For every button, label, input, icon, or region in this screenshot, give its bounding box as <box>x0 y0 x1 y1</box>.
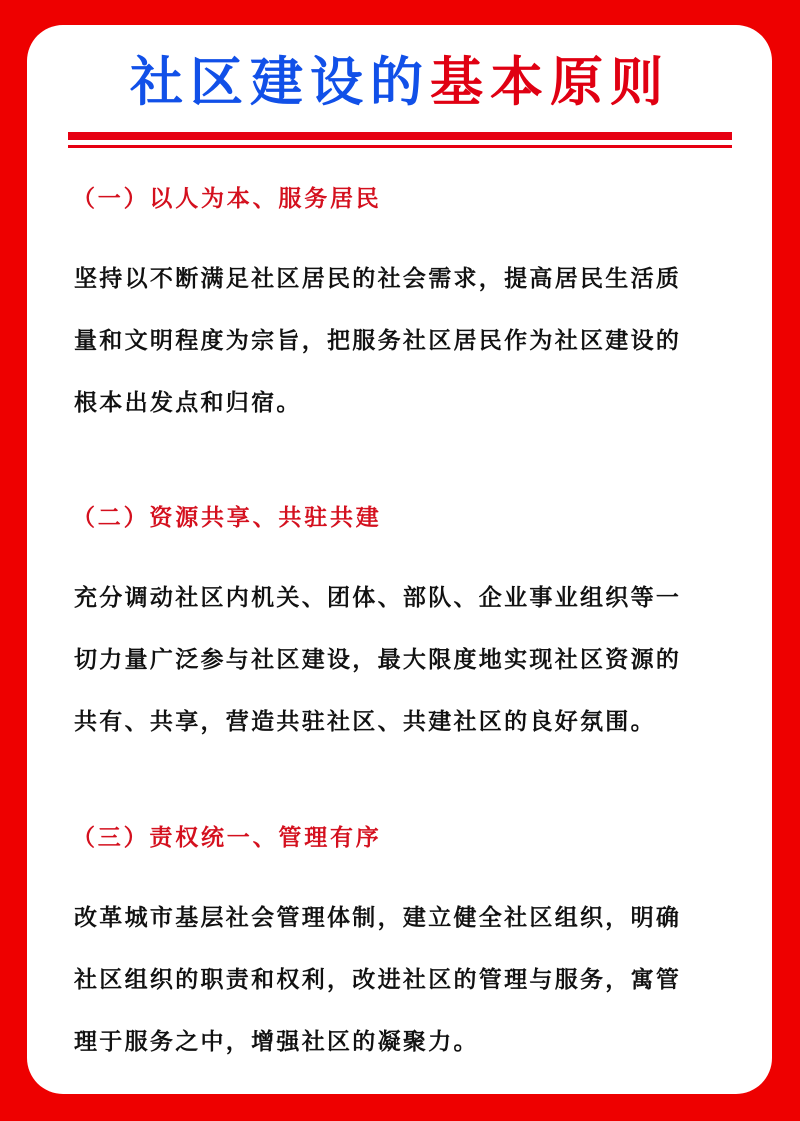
section-body <box>72 887 732 1073</box>
body-line: 理于服务之中，增强社区的凝聚力。 <box>74 1029 479 1055</box>
section-2 <box>72 503 732 753</box>
body-line: 根本出发点和归宿。 <box>74 390 302 416</box>
body-line: 共有、共享，营造共驻社区、共建社区的良好氛围。 <box>74 709 656 735</box>
title-blue-part: 社区建设的 <box>130 52 430 113</box>
section-heading: （二）资源共享、共驻共建 <box>72 505 382 531</box>
section-body <box>72 567 732 753</box>
section-body <box>72 248 732 434</box>
body-line: 社区组织的职责和权利，改进社区的管理与服务，寓管 <box>74 967 682 993</box>
title-red-part: 基本原则 <box>430 52 670 113</box>
section-1 <box>72 184 732 434</box>
title-divider-thick <box>68 132 732 140</box>
body-line: 充分调动社区内机关、团体、部队、企业事业组织等一 <box>74 585 682 611</box>
title-divider-thin <box>68 145 732 148</box>
section-3 <box>72 823 732 1073</box>
page-title <box>0 48 800 118</box>
section-heading: （一）以人为本、服务居民 <box>72 186 382 212</box>
body-line: 切力量广泛参与社区建设，最大限度地实现社区资源的 <box>74 647 682 673</box>
body-line: 量和文明程度为宗旨，把服务社区居民作为社区建设的 <box>74 328 682 354</box>
body-line: 坚持以不断满足社区居民的社会需求，提高居民生活质 <box>74 266 682 292</box>
section-heading: （三）责权统一、管理有序 <box>72 825 382 851</box>
body-line: 改革城市基层社会管理体制，建立健全社区组织，明确 <box>74 905 682 931</box>
